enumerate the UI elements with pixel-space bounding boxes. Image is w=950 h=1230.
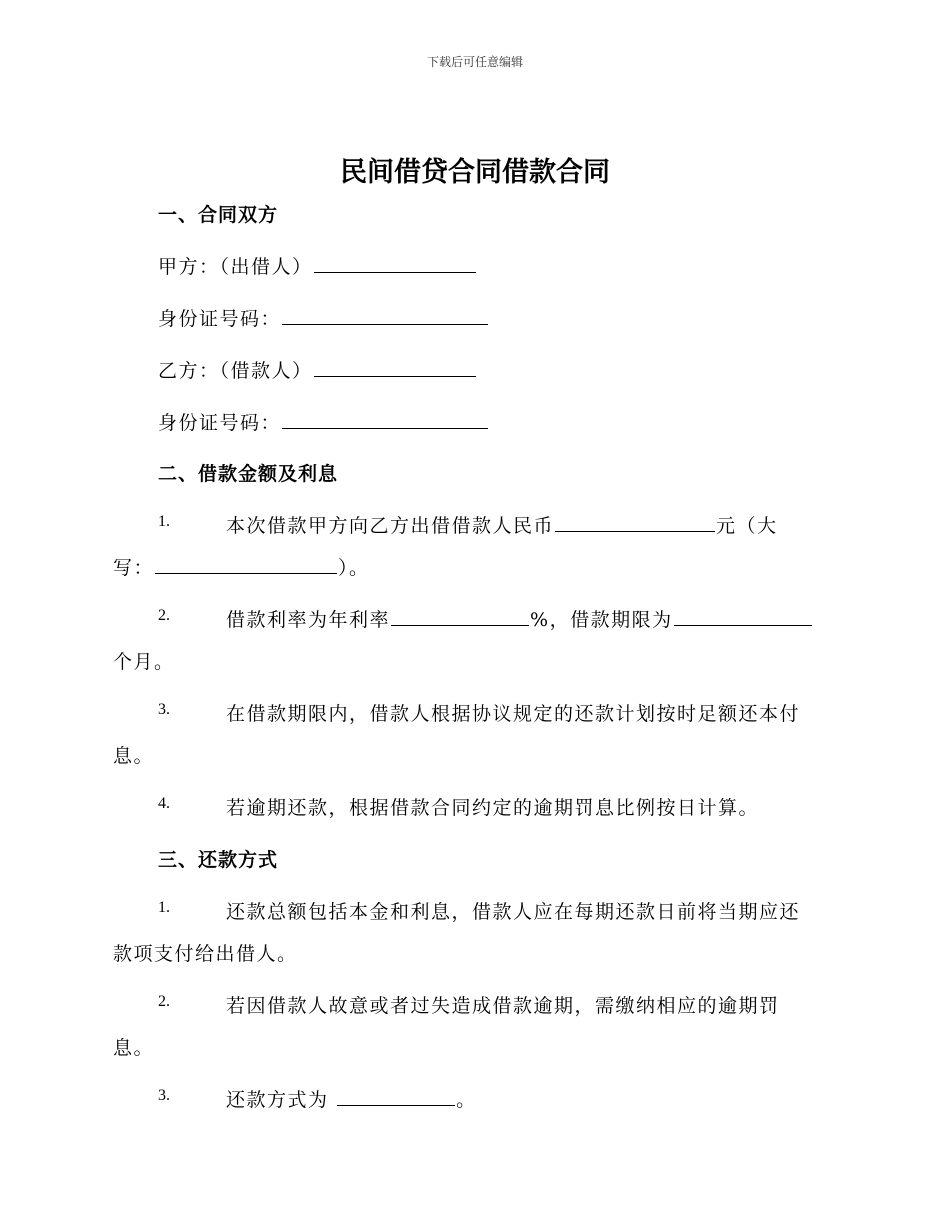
- item-number: 1.: [158, 899, 170, 916]
- method-blank: [337, 1087, 455, 1106]
- section-heading-amount: 二、借款金额及利息: [158, 463, 339, 485]
- section-heading-repayment: 三、还款方式: [158, 849, 279, 871]
- item-number: 3.: [158, 1087, 170, 1104]
- party-b-line: [158, 356, 477, 383]
- amount-unit: 元（大: [716, 515, 778, 537]
- method-text: 还款方式为: [226, 1089, 329, 1111]
- amount-blank: [555, 513, 715, 532]
- capital-label: 写：: [113, 557, 155, 579]
- id-a-line: [158, 304, 489, 331]
- party-a-label: 甲方：（出借人）: [158, 256, 313, 278]
- party-a-blank: [314, 254, 476, 273]
- rate-line-2: 个月。: [113, 651, 175, 673]
- schedule-line-2: 息。: [113, 745, 155, 767]
- capital-blank: [155, 555, 337, 574]
- rate-text: 借款利率为年利率: [226, 609, 391, 631]
- penalty-line-1: 若因借款人故意或者过失造成借款逾期，需缴纳相应的逾期罚: [226, 995, 780, 1017]
- amount-line-1: [226, 511, 778, 538]
- item-number: 1.: [158, 513, 170, 530]
- id-b-line: [158, 408, 489, 435]
- item-number: 2.: [158, 607, 170, 624]
- repay-line-2: 款项支付给出借人。: [113, 943, 298, 965]
- item-number: 3.: [158, 701, 170, 718]
- party-a-line: [158, 252, 477, 279]
- rate-blank: [391, 607, 529, 626]
- amount-line-2: [113, 553, 370, 580]
- document-title: 民间借贷合同借款合同: [340, 157, 610, 188]
- section-heading-parties: 一、合同双方: [158, 204, 279, 226]
- term-text: %，借款期限为: [530, 609, 673, 631]
- amount-text: 本次借款甲方向乙方出借借款人民币: [226, 515, 555, 537]
- overdue-line: 若逾期还款，根据借款合同约定的逾期罚息比例按日计算。: [226, 797, 760, 819]
- party-b-blank: [314, 358, 476, 377]
- header-note: 下载后可任意编辑: [426, 55, 523, 69]
- id-b-label: 身份证号码：: [158, 412, 282, 434]
- penalty-line-2: 息。: [113, 1037, 155, 1059]
- repay-line-1: 还款总额包括本金和利息，借款人应在每期还款日前将当期应还: [226, 901, 801, 923]
- rate-line-1: [226, 605, 813, 632]
- party-b-label: 乙方：（借款人）: [158, 360, 313, 382]
- schedule-line-1: 在借款期限内，借款人根据协议规定的还款计划按时足额还本付: [226, 703, 801, 725]
- item-number: 4.: [158, 795, 170, 812]
- method-line: [226, 1085, 477, 1112]
- id-b-blank: [282, 410, 488, 429]
- term-blank: [674, 607, 812, 626]
- id-a-blank: [282, 306, 488, 325]
- capital-close: ）。: [338, 557, 370, 579]
- method-end: 。: [456, 1089, 477, 1111]
- item-number: 2.: [158, 993, 170, 1010]
- id-a-label: 身份证号码：: [158, 308, 282, 330]
